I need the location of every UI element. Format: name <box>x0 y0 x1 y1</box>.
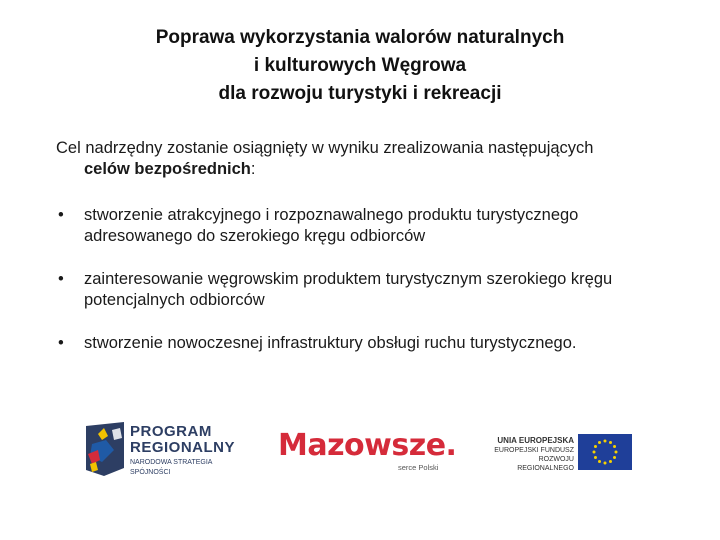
eu-line-2: EUROPEJSKI FUNDUSZ <box>494 447 574 454</box>
program-line-1: PROGRAM <box>130 423 212 440</box>
title-line: Poprawa wykorzystania walorów naturalnych <box>155 27 565 48</box>
footer-logos <box>0 420 720 490</box>
bullet-icon: • <box>58 270 64 288</box>
eu-star-icon <box>609 460 612 463</box>
eu-star-icon <box>604 462 607 465</box>
eu-flag-icon <box>578 434 632 470</box>
eu-star-icon <box>598 441 601 444</box>
eu-line-1: UNIA EUROPEJSKA <box>497 436 574 445</box>
list-item-text: zainteresowanie węgrowskim produktem turystycznym szerokiego kręgu potencjalnych odbiorców <box>84 270 613 309</box>
title-line: i kulturowych Węgrowa <box>253 55 467 76</box>
list-item <box>56 269 676 311</box>
bullet-icon: • <box>58 206 64 224</box>
eu-star-icon <box>594 456 597 459</box>
eu-star-icon <box>594 445 597 448</box>
intro-line-1: Cel nadrzędny zostanie osiągnięty w wyniku zrealizowania następujących <box>56 139 594 157</box>
eu-line-3: ROZWOJU REGIONALNEGO <box>517 456 574 472</box>
mazowsze-logo <box>278 428 458 478</box>
title-line: dla rozwoju turystyki i rekreacji <box>218 83 502 104</box>
eu-star-icon <box>598 460 601 463</box>
program-line-3: NARODOWA STRATEGIA SPÓJNOŚCI <box>130 459 213 476</box>
goals-list <box>56 205 676 354</box>
program-emblem-icon <box>84 420 128 478</box>
eu-star-icon <box>613 445 616 448</box>
intro-line-2 <box>56 159 676 180</box>
program-text <box>130 424 254 478</box>
slide-title <box>60 24 660 108</box>
intro-colon: : <box>250 160 256 178</box>
eu-logo <box>482 434 638 474</box>
bullet-icon: • <box>58 334 64 352</box>
mazowsze-wordmark: Mazowsze. <box>278 428 457 463</box>
program-line-2: REGIONALNY <box>130 439 236 456</box>
list-item-text: stworzenie nowoczesnej infrastruktury obsługi ruchu turystycznego. <box>84 334 577 352</box>
list-item <box>56 333 676 354</box>
program-regionalny-logo <box>84 420 254 480</box>
eu-text <box>482 436 574 473</box>
list-item <box>56 205 676 247</box>
eu-star-icon <box>593 451 596 454</box>
intro-paragraph <box>56 138 676 180</box>
eu-star-icon <box>615 451 618 454</box>
eu-star-icon <box>604 440 607 443</box>
mazowsze-tagline: serce Polski <box>398 463 439 472</box>
eu-star-icon <box>613 456 616 459</box>
eu-star-icon <box>609 441 612 444</box>
intro-bold-phrase: celów bezpośrednich <box>84 160 251 178</box>
list-item-text: stworzenie atrakcyjnego i rozpoznawalnego produktu turystycznego adresowanego do szerokiego kręgu odbiorców <box>84 206 579 245</box>
